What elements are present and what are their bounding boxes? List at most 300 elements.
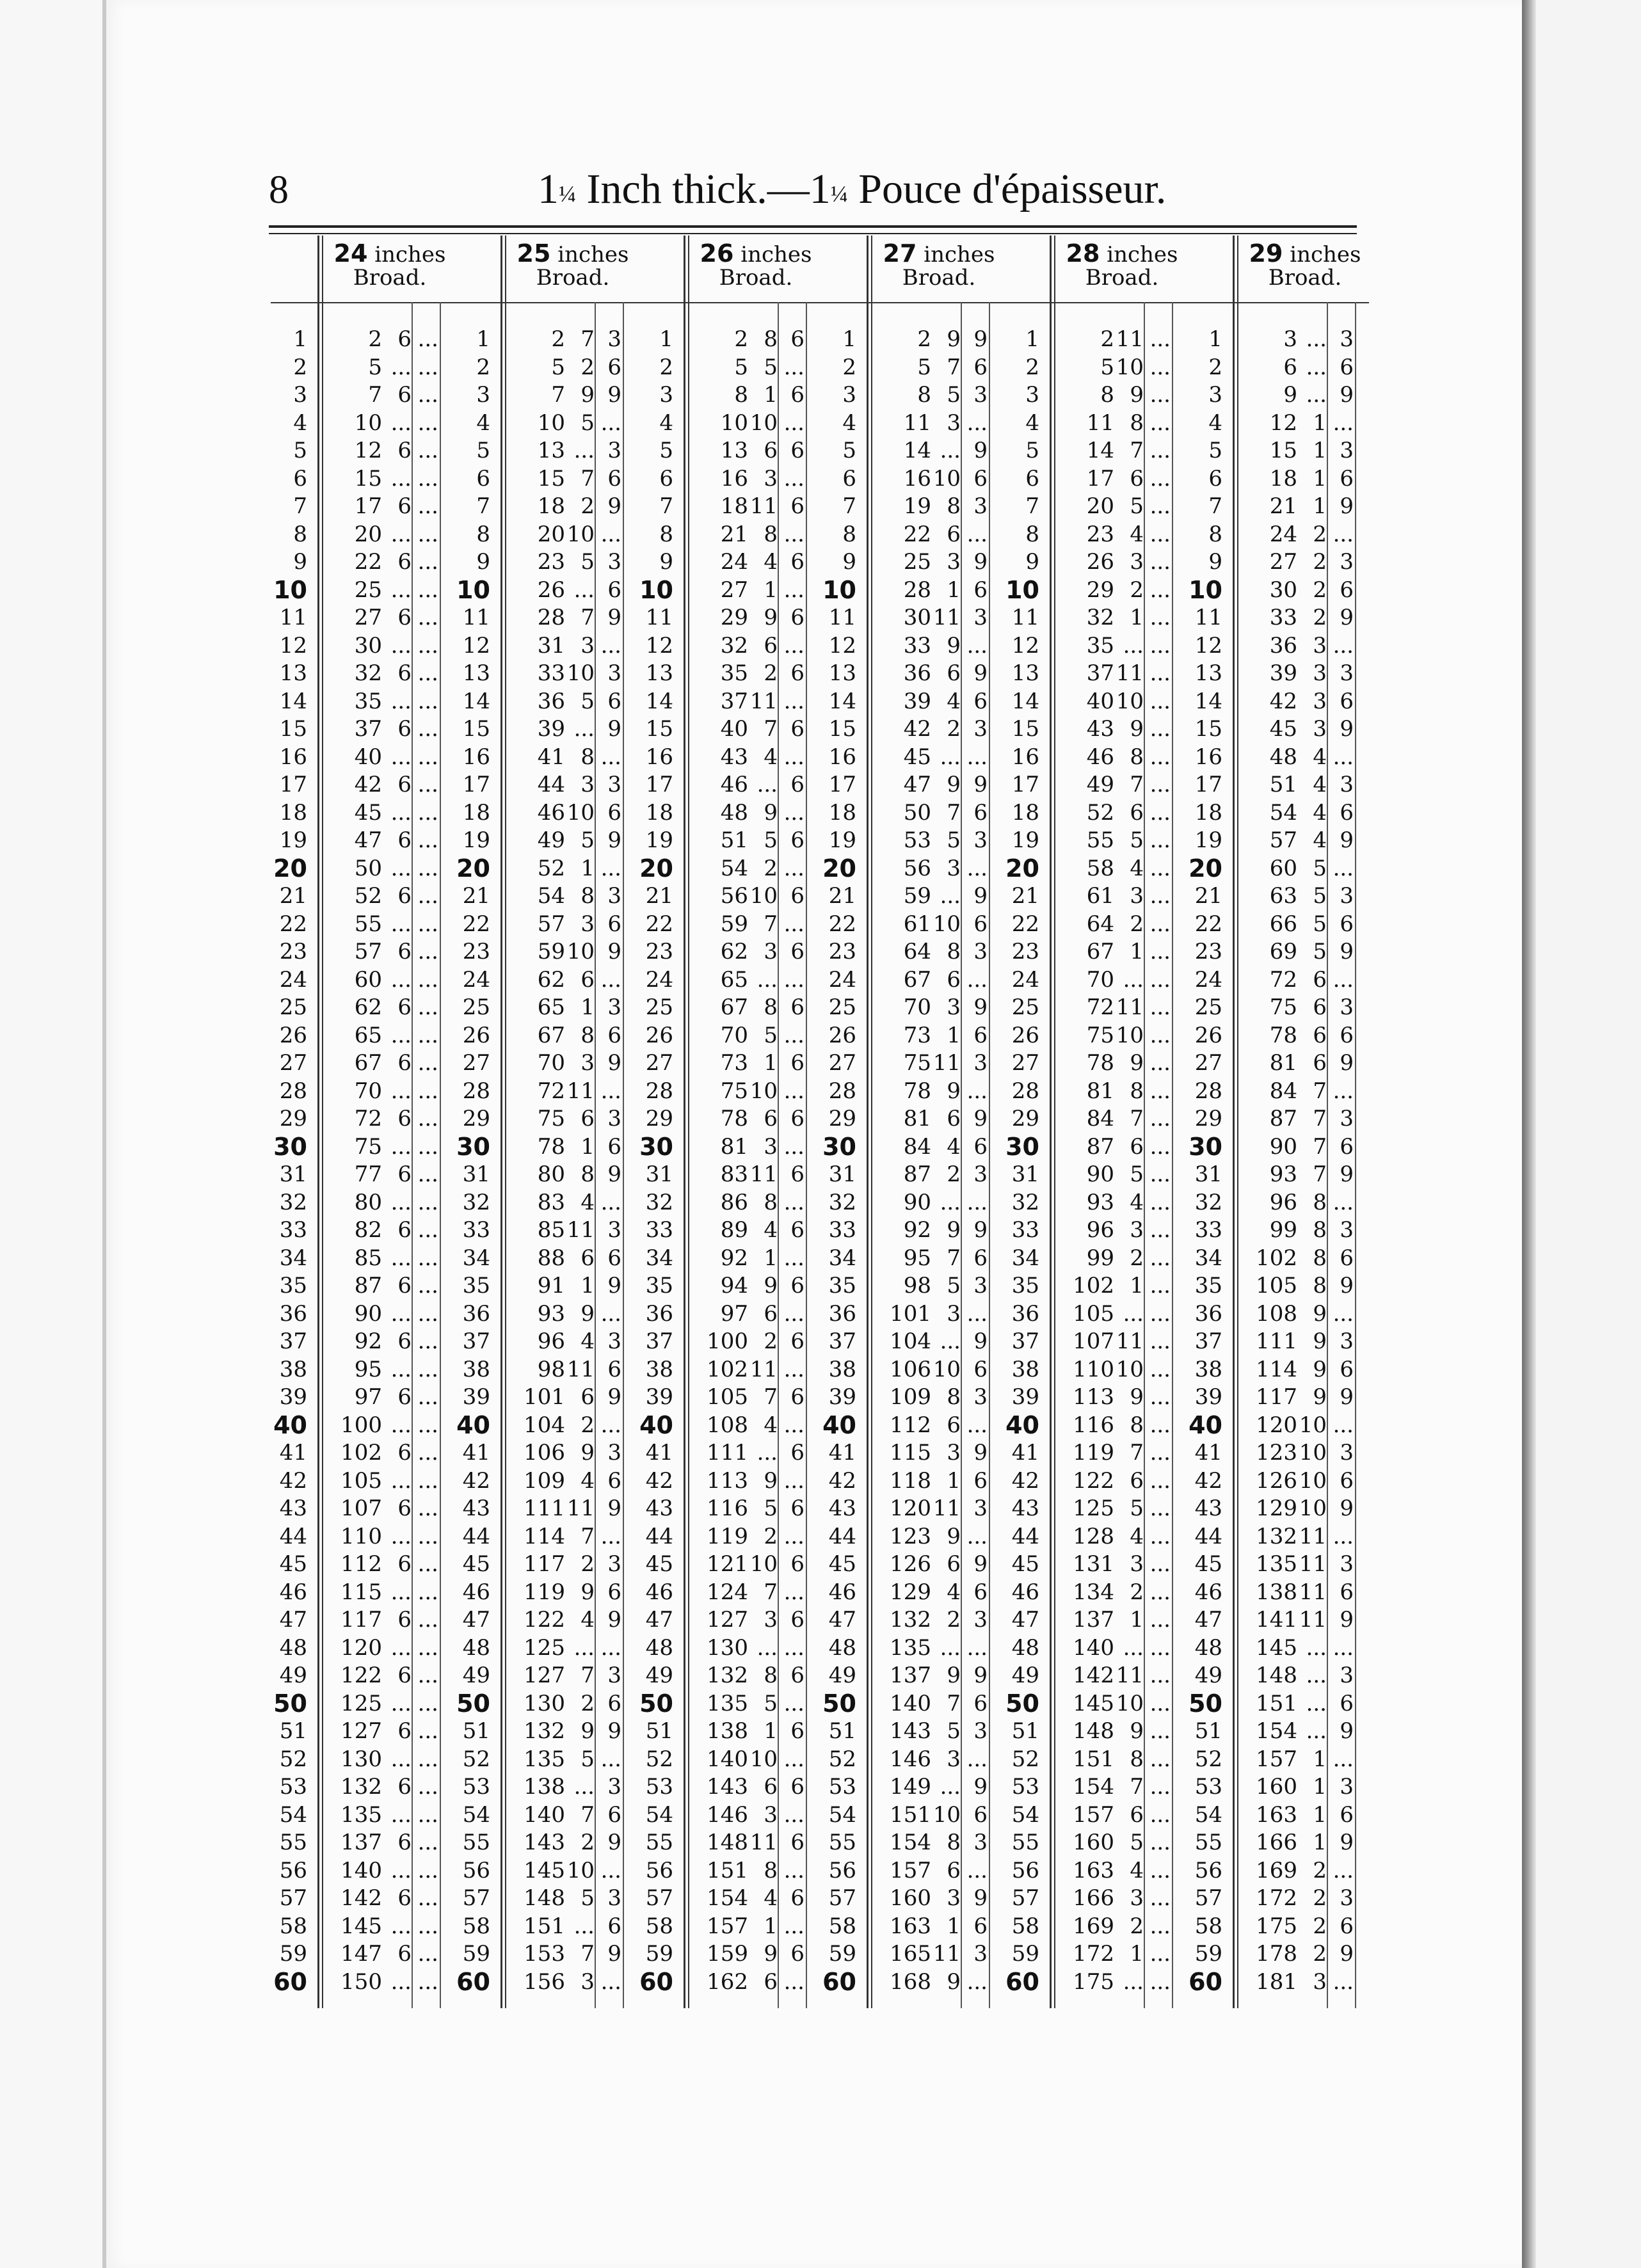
table-cell-small: 9 xyxy=(973,883,988,909)
table-cell-mid: 4 xyxy=(1313,744,1327,770)
row-number: 46 xyxy=(462,1579,490,1605)
table-cell-value: 28 xyxy=(537,605,565,630)
row-number: 41 xyxy=(645,1440,673,1465)
table-cell-small: 9 xyxy=(607,1050,621,1076)
table-cell-small: 3 xyxy=(1340,1885,1354,1911)
row-number: 32 xyxy=(828,1189,856,1215)
table-cell-mid: 4 xyxy=(764,549,778,575)
table-cell-value: 181 xyxy=(1256,1969,1297,1995)
table-cell-mid: 4 xyxy=(580,1189,595,1215)
table-cell-small: ... xyxy=(783,1022,804,1048)
row-number: 52 xyxy=(279,1746,307,1772)
table-cell-mid: 11 xyxy=(1116,994,1144,1020)
table-cell-small: 3 xyxy=(973,605,988,630)
table-cell-small: ... xyxy=(1333,1523,1354,1549)
table-cell-small: ... xyxy=(1149,1690,1171,1716)
table-cell-value: 119 xyxy=(1073,1440,1114,1465)
row-number: 60 xyxy=(1189,1967,1222,1996)
row-number: 39 xyxy=(828,1384,856,1410)
table-cell-value: 73 xyxy=(720,1050,748,1076)
table-cell-mid: 5 xyxy=(580,1885,595,1911)
row-number: 36 xyxy=(1194,1300,1222,1327)
row-number: 38 xyxy=(1011,1356,1039,1382)
row-number: 8 xyxy=(1025,521,1039,547)
table-cell-small: 3 xyxy=(607,326,621,352)
table-cell-value: 168 xyxy=(890,1969,931,1995)
table-cell-mid: 3 xyxy=(764,1133,778,1160)
table-cell-small: 9 xyxy=(607,493,621,519)
row-number: 17 xyxy=(1011,772,1039,797)
table-cell-small: ... xyxy=(417,1245,438,1271)
table-cell-small: ... xyxy=(417,827,438,853)
table-cell-value: 135 xyxy=(340,1801,382,1828)
table-cell-value: 154 xyxy=(1073,1774,1114,1800)
table-cell-mid: 4 xyxy=(1313,827,1327,853)
table-cell-mid: 8 xyxy=(947,939,961,964)
table-cell-small: ... xyxy=(783,1634,804,1661)
row-number: 28 xyxy=(279,1078,307,1104)
row-number: 10 xyxy=(456,575,490,604)
table-cell-value: 72 xyxy=(354,1106,382,1131)
table-cell-small: 6 xyxy=(973,1801,988,1828)
table-cell-small: 6 xyxy=(790,1050,804,1076)
table-cell-mid: 3 xyxy=(1313,716,1327,742)
row-number: 27 xyxy=(645,1050,673,1076)
table-cell-small: ... xyxy=(1149,1273,1171,1298)
table-cell-value: 39 xyxy=(903,688,931,714)
row-number: 6 xyxy=(1025,465,1039,491)
table-cell-mid: 11 xyxy=(1116,1329,1144,1354)
row-number: 16 xyxy=(279,744,307,770)
table-cell-mid: 9 xyxy=(764,605,778,630)
table-cell-value: 87 xyxy=(903,1162,931,1187)
table-cell-small: ... xyxy=(1149,1885,1171,1911)
table-cell-value: 39 xyxy=(537,716,565,742)
table-cell-small: ... xyxy=(783,521,804,547)
row-number: 13 xyxy=(1011,660,1039,686)
row-number: 9 xyxy=(1025,549,1039,575)
row-number: 10 xyxy=(1189,575,1222,604)
table-cell-mid: 3 xyxy=(1313,660,1327,686)
table-cell-value: 47 xyxy=(354,827,382,853)
table-cell-value: 145 xyxy=(1073,1690,1114,1716)
row-number: 36 xyxy=(828,1300,856,1327)
row-number: 16 xyxy=(1194,744,1222,770)
table-cell-mid: 4 xyxy=(764,1885,778,1911)
table-cell-small: ... xyxy=(1149,1440,1171,1465)
row-number: 57 xyxy=(279,1885,307,1911)
table-cell-mid: 3 xyxy=(1130,883,1144,909)
table-cell-mid: 10 xyxy=(1299,1440,1327,1465)
header-unit: inches xyxy=(1107,242,1178,268)
table-cell-mid: 7 xyxy=(580,1523,595,1549)
table-cell-mid: 2 xyxy=(1313,1857,1327,1883)
table-cell-mid: 3 xyxy=(580,1969,595,1995)
row-number: 2 xyxy=(1025,354,1039,380)
table-cell-value: 105 xyxy=(707,1384,748,1410)
table-cell-small: ... xyxy=(783,410,804,436)
table-cell-value: 69 xyxy=(1269,939,1297,964)
table-cell-value: 93 xyxy=(1086,1189,1114,1215)
table-cell-small: ... xyxy=(1149,1969,1171,1995)
row-number: 33 xyxy=(279,1217,307,1243)
table-cell-mid: 3 xyxy=(947,1300,961,1327)
row-number: 51 xyxy=(645,1718,673,1744)
table-cell-value: 43 xyxy=(720,744,748,770)
table-cell-small: 6 xyxy=(790,772,804,797)
table-cell-mid: 1 xyxy=(1313,410,1327,436)
table-cell-small: 6 xyxy=(790,1496,804,1521)
table-cell-mid: ... xyxy=(940,1774,961,1800)
table-cell-mid: 7 xyxy=(1130,438,1144,463)
table-cell-value: 169 xyxy=(1073,1913,1114,1939)
table-cell-mid: 8 xyxy=(1130,1078,1144,1104)
table-cell-mid: 3 xyxy=(1130,1551,1144,1577)
table-cell-value: 36 xyxy=(903,660,931,686)
table-cell-small: 6 xyxy=(1340,1022,1354,1048)
table-cell-value: 78 xyxy=(1086,1050,1114,1076)
table-cell-mid: 10 xyxy=(749,1551,778,1577)
table-cell-mid: 1 xyxy=(764,1245,778,1271)
table-cell-value: 30 xyxy=(354,632,382,659)
table-cell-mid: ... xyxy=(390,1022,412,1048)
table-cell-small: 6 xyxy=(790,1663,804,1688)
table-cell-value: 104 xyxy=(890,1329,931,1354)
table-cell-value: 41 xyxy=(537,744,565,770)
table-cell-value: 42 xyxy=(1269,688,1297,714)
row-number: 15 xyxy=(1011,716,1039,742)
table-cell-value: 65 xyxy=(720,966,748,993)
table-cell-small: 3 xyxy=(973,1496,988,1521)
table-cell-value: 84 xyxy=(1269,1078,1297,1104)
table-cell-small: ... xyxy=(1333,410,1354,436)
table-cell-small: ... xyxy=(783,911,804,937)
table-cell-small: ... xyxy=(1149,1329,1171,1354)
table-cell-mid: 7 xyxy=(947,1690,961,1716)
table-cell-mid: 5 xyxy=(580,549,595,575)
table-cell-mid: ... xyxy=(390,1969,412,1995)
table-cell-small: 3 xyxy=(607,1663,621,1688)
table-cell-mid: 1 xyxy=(764,382,778,408)
table-cell-small: ... xyxy=(417,1022,438,1048)
tables-container xyxy=(269,236,1376,2008)
table-cell-value: 52 xyxy=(354,883,382,909)
header-sub: Broad. xyxy=(902,265,976,291)
table-cell-mid: 3 xyxy=(580,772,595,797)
row-number: 16 xyxy=(462,744,490,770)
table-cell-small: 6 xyxy=(790,1607,804,1633)
row-number: 18 xyxy=(1011,799,1039,826)
table-cell-mid: ... xyxy=(940,1634,961,1661)
table-cell-small: 3 xyxy=(1340,1774,1354,1800)
table-cell-mid: ... xyxy=(573,1913,595,1939)
row-number: 31 xyxy=(828,1162,856,1187)
table-cell-value: 113 xyxy=(1073,1384,1114,1410)
table-cell-small: ... xyxy=(417,521,438,547)
table-cell-small: 6 xyxy=(1340,911,1354,937)
table-cell-small: 9 xyxy=(1340,716,1354,742)
row-number: 20 xyxy=(456,854,490,882)
table-cell-value: 100 xyxy=(707,1329,748,1354)
table-cell-value: 29 xyxy=(1086,577,1114,603)
table-cell-small: 3 xyxy=(1340,1551,1354,1577)
row-number: 4 xyxy=(1025,410,1039,436)
row-number: 21 xyxy=(1011,883,1039,909)
table-cell-value: 36 xyxy=(537,688,565,714)
table-cell-mid: 8 xyxy=(580,744,595,770)
table-cell-value: 72 xyxy=(537,1078,565,1104)
table-cell-mid: 4 xyxy=(947,1133,961,1160)
table-cell-value: 85 xyxy=(354,1245,382,1271)
table-cell-small: ... xyxy=(600,1746,621,1772)
table-cell-value: 62 xyxy=(720,939,748,964)
row-number: 34 xyxy=(645,1245,673,1271)
table-cell-small: ... xyxy=(1149,632,1171,659)
table-cell-mid: 10 xyxy=(749,1746,778,1772)
table-cell-value: 45 xyxy=(1269,716,1297,742)
row-number: 57 xyxy=(1011,1885,1039,1911)
table-cell-small: ... xyxy=(1333,1634,1354,1661)
table-cell-value: 116 xyxy=(707,1496,748,1521)
table-cell-small: 6 xyxy=(607,688,621,714)
table-cell-mid: 11 xyxy=(1116,326,1144,352)
column-rule-1 xyxy=(1172,302,1173,2008)
table-cell-small: ... xyxy=(783,1133,804,1160)
row-number: 58 xyxy=(828,1913,856,1939)
row-number: 22 xyxy=(462,911,490,937)
table-cell-value: 143 xyxy=(890,1718,931,1744)
table-cell-mid: 8 xyxy=(580,883,595,909)
table-cell-value: 131 xyxy=(1073,1551,1114,1577)
table-cell-value: 157 xyxy=(707,1913,748,1939)
row-number: 39 xyxy=(1194,1384,1222,1410)
row-number: 48 xyxy=(645,1634,673,1661)
row-number: 12 xyxy=(1194,632,1222,659)
table-cell-small: ... xyxy=(783,1913,804,1939)
row-number: 30 xyxy=(639,1132,673,1161)
table-cell-value: 70 xyxy=(354,1078,382,1104)
table-cell-small: 6 xyxy=(1340,1467,1354,1494)
table-cell-mid: 8 xyxy=(1130,1746,1144,1772)
table-cell-mid: ... xyxy=(573,1634,595,1661)
table-cell-mid: 9 xyxy=(764,1467,778,1494)
row-number: 25 xyxy=(645,994,673,1020)
table-cell-small: 6 xyxy=(973,577,988,603)
table-cell-value: 33 xyxy=(1269,605,1297,630)
table-cell-value: 2 xyxy=(1100,326,1114,352)
table-cell-mid: 6 xyxy=(397,1607,412,1633)
table-cell-value: 21 xyxy=(1269,493,1297,519)
row-number: 55 xyxy=(828,1830,856,1855)
row-number: 32 xyxy=(279,1189,307,1215)
table-cell-small: ... xyxy=(417,1496,438,1521)
table-cell-small: ... xyxy=(1149,1551,1171,1577)
table-cell-value: 56 xyxy=(903,855,931,881)
table-cell-small: 6 xyxy=(790,1830,804,1855)
row-number: 39 xyxy=(462,1384,490,1410)
table-cell-small: 6 xyxy=(790,883,804,909)
table-cell-small: ... xyxy=(966,1746,988,1772)
row-number: 13 xyxy=(645,660,673,686)
table-cell-value: 14 xyxy=(1086,438,1114,463)
row-number: 34 xyxy=(462,1245,490,1271)
table-cell-small: 9 xyxy=(607,1718,621,1744)
table-cell-mid: 9 xyxy=(947,1969,961,1995)
row-number: 2 xyxy=(1208,354,1222,380)
column-rule-1 xyxy=(806,302,807,2008)
table-cell-mid: 3 xyxy=(947,1440,961,1465)
row-number: 51 xyxy=(828,1718,856,1744)
table-cell-value: 24 xyxy=(1269,521,1297,547)
table-cell-value: 105 xyxy=(1073,1300,1114,1327)
row-number: 27 xyxy=(1194,1050,1222,1076)
table-cell-mid: ... xyxy=(1123,1300,1144,1327)
table-cell-mid: ... xyxy=(940,744,961,770)
table-cell-mid: 8 xyxy=(1130,744,1144,770)
table-cell-value: 15 xyxy=(1269,438,1297,463)
row-number: 35 xyxy=(279,1273,307,1298)
table-cell-small: ... xyxy=(783,1579,804,1605)
table-cell-small: ... xyxy=(1149,1384,1171,1410)
table-cell-mid: 2 xyxy=(1130,1913,1144,1939)
table-cell-small: ... xyxy=(1149,855,1171,881)
table-cell-value: 42 xyxy=(354,772,382,797)
title-part-3: Pouce d'épaisseur. xyxy=(847,166,1167,212)
table-cell-mid: ... xyxy=(390,1133,412,1160)
table-cell-mid: 1 xyxy=(947,1467,961,1494)
table-cell-mid: 6 xyxy=(397,1050,412,1076)
table-cell-small: ... xyxy=(417,1941,438,1967)
row-number: 44 xyxy=(828,1523,856,1549)
table-cell-value: 67 xyxy=(1086,939,1114,964)
header-sub: Broad. xyxy=(536,265,610,291)
table-cell-value: 82 xyxy=(354,1217,382,1243)
table-cell-small: 9 xyxy=(973,438,988,463)
row-number: 60 xyxy=(456,1967,490,1996)
table-cell-mid: 11 xyxy=(566,1496,595,1521)
table-cell-value: 102 xyxy=(1256,1245,1297,1271)
table-cell-small: 6 xyxy=(973,1022,988,1048)
table-cell-small: ... xyxy=(1149,1300,1171,1327)
title-fraction-2: ¼ xyxy=(830,181,848,207)
table-cell-value: 126 xyxy=(1256,1467,1297,1494)
table-cell-value: 111 xyxy=(524,1496,565,1521)
row-number: 4 xyxy=(1208,410,1222,436)
table-cell-mid: 2 xyxy=(580,493,595,519)
table-cell-small: 6 xyxy=(973,1913,988,1939)
table-cell-small: 3 xyxy=(607,1329,621,1354)
row-number: 56 xyxy=(828,1857,856,1883)
row-number: 53 xyxy=(645,1774,673,1800)
row-number: 34 xyxy=(1194,1245,1222,1271)
table-cell-value: 113 xyxy=(707,1467,748,1494)
row-number: 49 xyxy=(645,1663,673,1688)
row-number: 26 xyxy=(828,1022,856,1048)
table-cell-small: 9 xyxy=(1340,1050,1354,1076)
table-cell-mid: 1 xyxy=(1130,1273,1144,1298)
table-cell-value: 81 xyxy=(903,1106,931,1131)
row-number: 36 xyxy=(462,1300,490,1327)
row-number: 24 xyxy=(279,966,307,993)
table-cell-value: 18 xyxy=(1269,465,1297,491)
table-cell-mid: 1 xyxy=(764,577,778,603)
table-cell-small: 6 xyxy=(1340,1133,1354,1160)
table-cell-mid: 3 xyxy=(947,410,961,436)
row-number: 16 xyxy=(1011,744,1039,770)
table-cell-value: 95 xyxy=(903,1245,931,1271)
table-cell-small: ... xyxy=(1149,688,1171,714)
table-cell-small: ... xyxy=(783,465,804,491)
row-number: 58 xyxy=(1194,1913,1222,1939)
table-cell-mid: 6 xyxy=(397,326,412,352)
table-cell-small: ... xyxy=(417,1189,438,1215)
table-cell-small: 6 xyxy=(607,911,621,937)
table-cell-small: 3 xyxy=(1340,994,1354,1020)
table-cell-value: 90 xyxy=(1086,1162,1114,1187)
table-cell-mid: 3 xyxy=(580,1050,595,1076)
table-cell-small: 6 xyxy=(1340,799,1354,826)
table-cell-mid: 2 xyxy=(580,1830,595,1855)
table-cell-mid: ... xyxy=(1306,382,1327,408)
table-cell-value: 65 xyxy=(537,994,565,1020)
table-cell-mid: ... xyxy=(1306,1690,1327,1716)
table-cell-small: 6 xyxy=(790,1440,804,1465)
row-number: 4 xyxy=(476,410,490,436)
row-number: 54 xyxy=(645,1801,673,1828)
table-cell-mid: 6 xyxy=(397,660,412,686)
table-cell-value: 101 xyxy=(524,1384,565,1410)
row-number: 55 xyxy=(462,1830,490,1855)
table-cell-mid: 9 xyxy=(764,799,778,826)
table-cell-mid: 4 xyxy=(947,1579,961,1605)
row-number: 25 xyxy=(828,994,856,1020)
table-cell-value: 51 xyxy=(1269,772,1297,797)
row-number: 57 xyxy=(828,1885,856,1911)
table-cell-mid: 9 xyxy=(1313,1356,1327,1382)
table-cell-small: 3 xyxy=(1340,883,1354,909)
table-cell-value: 25 xyxy=(903,549,931,575)
table-cell-mid: 3 xyxy=(1313,1969,1327,1995)
table-cell-value: 154 xyxy=(890,1830,931,1855)
table-cell-mid: 5 xyxy=(1130,1830,1144,1855)
row-number: 5 xyxy=(293,438,307,463)
row-number: 40 xyxy=(273,1410,307,1439)
table-cell-small: 6 xyxy=(790,438,804,463)
table-cell-small: 6 xyxy=(973,354,988,380)
table-cell-small: 9 xyxy=(607,1162,621,1187)
table-cell-small: 6 xyxy=(790,382,804,408)
table-cell-value: 2 xyxy=(368,326,382,352)
table-cell-small: ... xyxy=(417,354,438,380)
row-number: 43 xyxy=(1194,1496,1222,1521)
table-cell-mid: 9 xyxy=(1313,1300,1327,1327)
table-cell-value: 2 xyxy=(551,326,565,352)
table-cell-value: 23 xyxy=(1086,521,1114,547)
table-cell-mid: 1 xyxy=(1313,493,1327,519)
table-cell-value: 25 xyxy=(354,577,382,603)
row-number: 4 xyxy=(293,410,307,436)
table-cell-mid: 9 xyxy=(1313,1384,1327,1410)
table-cell-value: 50 xyxy=(903,799,931,826)
row-number: 11 xyxy=(645,605,673,630)
row-number: 12 xyxy=(1011,632,1039,659)
row-number-column xyxy=(1184,236,1229,2008)
table-cell-mid: 6 xyxy=(397,1440,412,1465)
table-cell-value: 32 xyxy=(1086,605,1114,630)
table-cell-mid: 2 xyxy=(1313,549,1327,575)
table-cell-small: 6 xyxy=(607,1022,621,1048)
row-number: 28 xyxy=(645,1078,673,1104)
